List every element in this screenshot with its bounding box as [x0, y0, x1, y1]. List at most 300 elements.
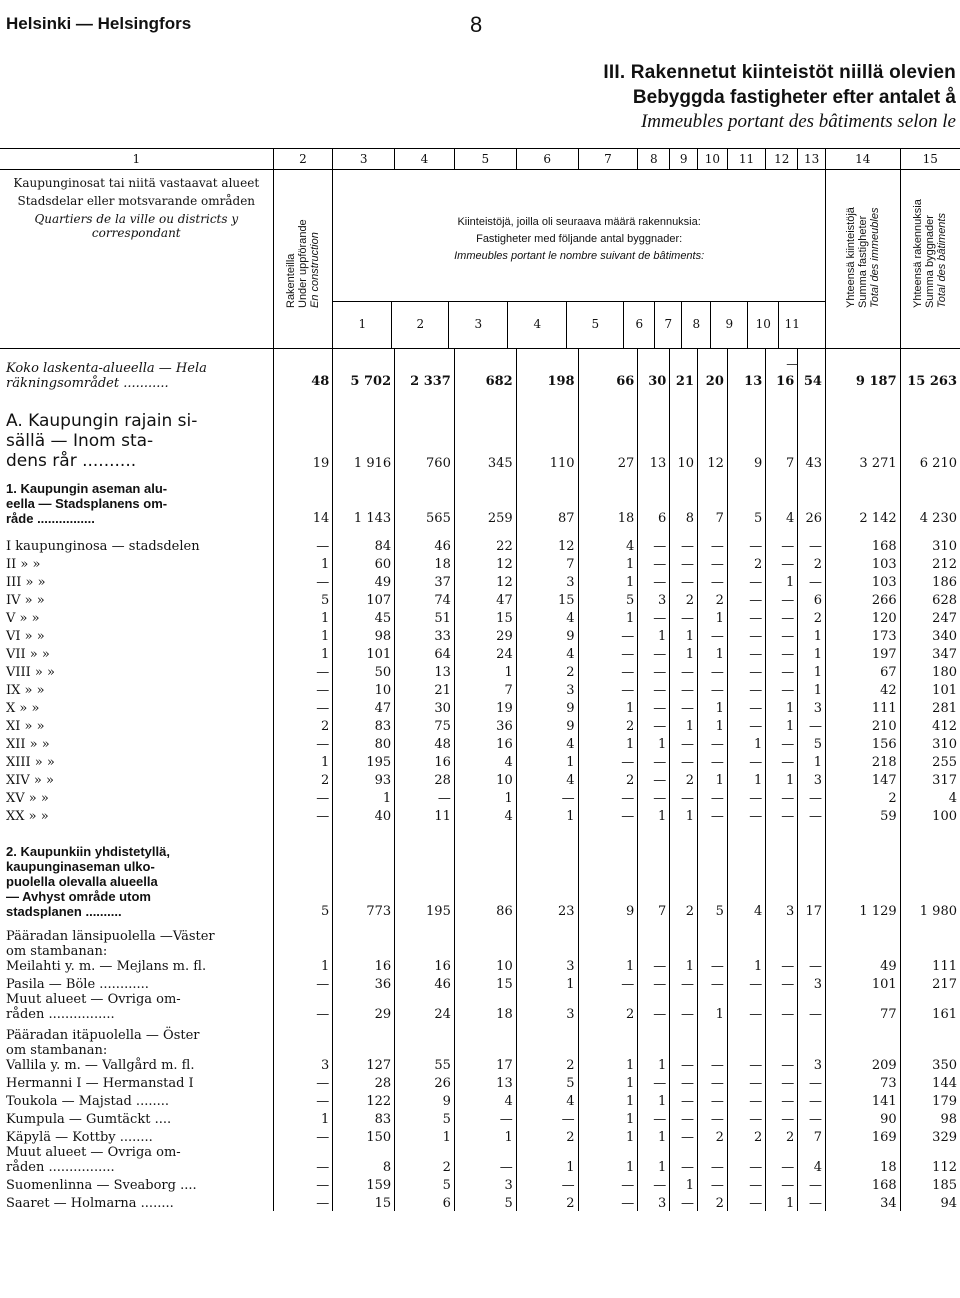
cell-value: 15	[454, 608, 516, 626]
row-label-line: kaupunginaseman ulko-	[6, 859, 155, 874]
cell-value: 4	[454, 806, 516, 824]
row-label-line: Toukola — Majstad ........	[6, 1094, 169, 1109]
row-label-line: räkningsområdet ...........	[6, 376, 169, 391]
column-number: 4	[395, 149, 455, 170]
cell-value: —	[273, 1145, 333, 1175]
row-label-line: Koko laskenta-alueella — Hela	[6, 361, 207, 376]
cell-value: —	[766, 919, 798, 974]
row-label	[0, 1145, 273, 1175]
cell-value: 5	[273, 590, 333, 608]
cell-value: 30	[638, 349, 670, 392]
cell-value: 101	[900, 680, 960, 698]
cell-value: —	[395, 788, 455, 806]
cell-value: —	[273, 1175, 333, 1193]
building-count-label: 4	[507, 302, 566, 348]
cell-value: —	[638, 572, 670, 590]
cell-value: 1	[578, 1091, 638, 1109]
row-label-line: Pääradan länsipuolella —Väster	[6, 929, 215, 944]
cell-value: 247	[900, 608, 960, 626]
cell-value: 12	[698, 391, 728, 471]
cell-value: —	[516, 788, 578, 806]
column-number: 11	[727, 149, 765, 170]
cell-value: 1	[766, 716, 798, 734]
table-row	[0, 572, 960, 590]
cell-value: 1	[638, 1022, 670, 1073]
cell-value: —	[698, 752, 728, 770]
cell-value: 1	[698, 992, 728, 1022]
cell-value: —	[766, 626, 798, 644]
total-bldg-fi: Yhteensä rakennuksia	[912, 199, 925, 308]
cell-value: —	[727, 644, 765, 662]
row-label-line: råden ................	[6, 1160, 115, 1175]
cell-value: 329	[900, 1127, 960, 1145]
cell-value: 5	[798, 734, 826, 752]
table-row	[0, 752, 960, 770]
cell-value: 3	[798, 974, 826, 992]
cell-value: 2	[516, 1022, 578, 1073]
cell-value: 218	[825, 752, 900, 770]
cell-value: 168	[825, 526, 900, 554]
cell-value: 111	[825, 698, 900, 716]
table-row	[0, 1073, 960, 1091]
cell-value: 4	[516, 1091, 578, 1109]
cell-value: —	[638, 526, 670, 554]
row-label	[0, 716, 273, 734]
cell-value: 1	[698, 770, 728, 788]
cell-value: 144	[900, 1073, 960, 1091]
cell-value: 6	[638, 471, 670, 526]
cell-value: —	[727, 608, 765, 626]
table-row	[0, 1109, 960, 1127]
row-label-line: X » »	[6, 701, 40, 716]
cell-value: 198	[516, 349, 578, 392]
cell-value: 112	[900, 1145, 960, 1175]
cell-value: —	[727, 1022, 765, 1073]
building-count-label: 11—	[778, 302, 805, 348]
cell-value: —	[698, 788, 728, 806]
cell-value: 45	[333, 608, 395, 626]
cell-value: —	[798, 1073, 826, 1091]
row-label-line: XI » »	[6, 719, 45, 734]
cell-value: 8	[670, 471, 698, 526]
cell-value: 127	[333, 1022, 395, 1073]
row-label-line: råde ................	[6, 511, 95, 526]
statistics-table	[0, 148, 960, 1211]
table-row	[0, 1175, 960, 1193]
cell-value: 9	[516, 626, 578, 644]
cell-value: 1	[727, 770, 765, 788]
cell-value: 4	[516, 770, 578, 788]
cell-value: —	[727, 1193, 765, 1211]
cell-value: 156	[825, 734, 900, 752]
row-label-line: Pasila — Böle ............	[6, 977, 149, 992]
cell-value: —	[727, 1109, 765, 1127]
cell-value: 1	[578, 1109, 638, 1127]
cell-value: 17	[798, 824, 826, 919]
row-label	[0, 788, 273, 806]
row-label	[0, 919, 273, 974]
cell-value: —	[273, 974, 333, 992]
cell-value: 1	[454, 788, 516, 806]
properties-header	[333, 170, 826, 371]
cell-value: —	[727, 680, 765, 698]
column-number: 1	[0, 149, 273, 170]
cell-value: 16	[395, 919, 455, 974]
cell-value: 340	[900, 626, 960, 644]
cell-value: 186	[900, 572, 960, 590]
row-label-line: IX » »	[6, 683, 45, 698]
cell-value: —	[766, 644, 798, 662]
cell-value: 1	[698, 698, 728, 716]
cell-value: 13	[638, 391, 670, 471]
cell-value: 259	[454, 471, 516, 526]
row-label	[0, 349, 273, 392]
table-row	[0, 1022, 960, 1073]
cell-value: —	[670, 1073, 698, 1091]
cell-value: 141	[825, 1091, 900, 1109]
row-label	[0, 734, 273, 752]
row-label	[0, 662, 273, 680]
cell-value: 1	[798, 626, 826, 644]
district-header	[0, 170, 273, 349]
row-label-line: råden ................	[6, 1007, 115, 1022]
cell-value: —	[698, 1109, 728, 1127]
properties-header-fr: Immeubles portant le nombre suivant de bâtiments:	[454, 250, 705, 262]
row-label	[0, 626, 273, 644]
cell-value: 4	[578, 526, 638, 554]
cell-value: —	[798, 1091, 826, 1109]
cell-value: 15 263	[900, 349, 960, 392]
cell-value: —	[638, 919, 670, 974]
building-count-label: 7	[654, 302, 681, 348]
cell-value: 5	[578, 590, 638, 608]
cell-value: —	[698, 974, 728, 992]
district-header-fi: Kaupunginosat tai niitä vastaavat alueet	[13, 176, 260, 190]
table-row	[0, 734, 960, 752]
cell-value: —	[727, 716, 765, 734]
cell-value: 565	[395, 471, 455, 526]
row-label-line: III » »	[6, 575, 46, 590]
cell-value: —	[670, 1091, 698, 1109]
cell-value: 1	[766, 1193, 798, 1211]
cell-value: 12	[454, 554, 516, 572]
column-number: 10	[698, 149, 728, 170]
cell-value: —	[766, 1109, 798, 1127]
cell-value: 29	[454, 626, 516, 644]
cell-value: —	[638, 974, 670, 992]
column-number: 9	[670, 149, 698, 170]
cell-value: 6 210	[900, 391, 960, 471]
cell-value: —	[698, 806, 728, 824]
cell-value: 3	[798, 1022, 826, 1073]
cell-value: —	[727, 626, 765, 644]
cell-value: 75	[395, 716, 455, 734]
cell-value: 209	[825, 1022, 900, 1073]
cell-value: 5	[727, 471, 765, 526]
cell-value: —	[698, 1022, 728, 1073]
row-label-line: Saaret — Holmarna ........	[6, 1196, 174, 1211]
row-label	[0, 526, 273, 554]
cell-value: 19	[273, 391, 333, 471]
cell-value: —	[670, 974, 698, 992]
cell-value: 2	[395, 1145, 455, 1175]
cell-value: 2	[798, 608, 826, 626]
cell-value: 47	[333, 698, 395, 716]
cell-value: 1 980	[900, 824, 960, 919]
row-label	[0, 471, 273, 526]
row-label-line: stadsplanen ..........	[6, 904, 122, 919]
cell-value: —	[273, 734, 333, 752]
cell-value: 54	[798, 349, 826, 392]
cell-value: 7	[454, 680, 516, 698]
cell-value: 1	[670, 806, 698, 824]
cell-value: 1	[454, 1127, 516, 1145]
page-number: 8	[470, 12, 483, 37]
cell-value: 16	[333, 919, 395, 974]
row-label-line: XII » »	[6, 737, 50, 752]
cell-value: 1	[798, 752, 826, 770]
cell-value: 1	[578, 1145, 638, 1175]
cell-value: 2	[698, 590, 728, 608]
cell-value: 3	[638, 1193, 670, 1211]
cell-value: 110	[516, 391, 578, 471]
row-label	[0, 1193, 273, 1211]
cell-value: 10	[454, 770, 516, 788]
column-number: 14	[825, 149, 900, 170]
row-label	[0, 770, 273, 788]
cell-value: —	[670, 752, 698, 770]
cell-value: —	[798, 1109, 826, 1127]
cell-value: —	[698, 626, 728, 644]
running-head: Helsinki — Helsingfors	[6, 14, 192, 33]
cell-value: 23	[516, 824, 578, 919]
cell-value: 1	[516, 1145, 578, 1175]
cell-value: 50	[333, 662, 395, 680]
cell-value: —	[698, 526, 728, 554]
cell-value: —	[273, 1193, 333, 1211]
cell-value: —	[273, 662, 333, 680]
cell-value: 1	[638, 1127, 670, 1145]
cell-value: 73	[825, 1073, 900, 1091]
row-label-line: XIV » »	[6, 773, 54, 788]
cell-value: —	[273, 1127, 333, 1145]
cell-value: 2	[670, 770, 698, 788]
cell-value: 317	[900, 770, 960, 788]
table-row	[0, 391, 960, 471]
cell-value: 197	[825, 644, 900, 662]
total-props-sv: Summa fastigheter	[856, 215, 869, 308]
construction-header	[273, 170, 333, 349]
cell-value: 37	[395, 572, 455, 590]
cell-value: 1	[273, 608, 333, 626]
cell-value: 21	[395, 680, 455, 698]
cell-value: 412	[900, 716, 960, 734]
cell-value: —	[766, 1091, 798, 1109]
cell-value: 26	[798, 471, 826, 526]
cell-value: 266	[825, 590, 900, 608]
row-label-line: XV » »	[6, 791, 49, 806]
cell-value: 1 916	[333, 391, 395, 471]
table-row	[0, 806, 960, 824]
cell-value: 3	[516, 680, 578, 698]
cell-value: 1	[578, 698, 638, 716]
cell-value: 4	[798, 1145, 826, 1175]
cell-value: —	[727, 1145, 765, 1175]
cell-value: —	[766, 752, 798, 770]
table-row	[0, 626, 960, 644]
cell-value: —	[670, 662, 698, 680]
row-label	[0, 698, 273, 716]
row-label	[0, 1175, 273, 1193]
cell-value: 1	[578, 1127, 638, 1145]
cell-value: 4	[516, 644, 578, 662]
cell-value: —	[273, 698, 333, 716]
cell-value: 22	[454, 526, 516, 554]
cell-value: 2	[578, 770, 638, 788]
cell-value: 2	[273, 770, 333, 788]
building-count-label: 8	[681, 302, 710, 348]
cell-value: 347	[900, 644, 960, 662]
cell-value: 15	[516, 590, 578, 608]
cell-value: 49	[825, 919, 900, 974]
row-label	[0, 572, 273, 590]
cell-value: 30	[395, 698, 455, 716]
table-row	[0, 788, 960, 806]
building-count-label: 10	[747, 302, 778, 348]
cell-value: —	[578, 644, 638, 662]
cell-value: 2 337	[395, 349, 455, 392]
cell-value: 255	[900, 752, 960, 770]
cell-value: 10	[333, 680, 395, 698]
cell-value: —	[670, 572, 698, 590]
cell-value: 5 702	[333, 349, 395, 392]
cell-value: 1	[766, 572, 798, 590]
cell-value: —	[727, 1091, 765, 1109]
row-label-line: Meilahti y. m. — Mejlans m. fl.	[6, 959, 207, 974]
cell-value: 83	[333, 716, 395, 734]
cell-value: 5	[395, 1109, 455, 1127]
cell-value: —	[727, 526, 765, 554]
cell-value: —	[578, 974, 638, 992]
cell-value: 24	[454, 644, 516, 662]
cell-value: 2	[727, 1127, 765, 1145]
cell-value: 173	[825, 626, 900, 644]
cell-value: 168	[825, 1175, 900, 1193]
cell-value: 86	[454, 824, 516, 919]
district-header-sv: Stadsdelar eller motsvarande områden	[17, 194, 256, 208]
cell-value: —	[638, 788, 670, 806]
table-row	[0, 974, 960, 992]
cell-value: —	[273, 806, 333, 824]
cell-value: 345	[454, 391, 516, 471]
row-label	[0, 680, 273, 698]
total-bldg-fr: Total des bâtiments	[936, 213, 949, 308]
cell-value: —	[578, 662, 638, 680]
cell-value: 1	[273, 752, 333, 770]
table-row	[0, 1145, 960, 1175]
construction-fr: En construction	[308, 232, 321, 308]
cell-value: 12	[516, 526, 578, 554]
cell-value: 1	[798, 662, 826, 680]
cell-value: 1	[670, 626, 698, 644]
cell-value: 11	[395, 806, 455, 824]
table-row	[0, 1091, 960, 1109]
district-header-fr: Quartiers de la ville ou districts y correspondant	[34, 212, 239, 240]
cell-value: —	[766, 992, 798, 1022]
cell-value: 42	[825, 680, 900, 698]
cell-value: 3 271	[825, 391, 900, 471]
cell-value: 64	[395, 644, 455, 662]
cell-value: 1	[638, 1091, 670, 1109]
cell-value: 5	[454, 1193, 516, 1211]
cell-value: —	[798, 1175, 826, 1193]
building-count-label: 9	[710, 302, 747, 348]
cell-value: 20	[698, 349, 728, 392]
cell-value: —	[578, 626, 638, 644]
cell-value: 18	[395, 554, 455, 572]
cell-value: 1	[638, 626, 670, 644]
cell-value: 101	[825, 974, 900, 992]
cell-value: —	[638, 554, 670, 572]
cell-value: 2	[727, 554, 765, 572]
total-props-fi: Yhteensä kiinteistöjä	[844, 207, 857, 308]
cell-value: 1	[670, 919, 698, 974]
cell-value: 18	[454, 992, 516, 1022]
row-label-line: puolella olevalla alueella	[6, 874, 158, 889]
cell-value: —	[670, 526, 698, 554]
column-number: 5	[454, 149, 516, 170]
row-label-line: II » »	[6, 557, 41, 572]
cell-value: 5	[395, 1175, 455, 1193]
cell-value: 26	[395, 1073, 455, 1091]
cell-value: 8	[333, 1145, 395, 1175]
row-label	[0, 1109, 273, 1127]
building-count-label: 3	[448, 302, 507, 348]
row-label	[0, 752, 273, 770]
cell-value: —	[638, 770, 670, 788]
cell-value: 4	[727, 824, 765, 919]
cell-value: —	[454, 1145, 516, 1175]
cell-value: 2	[698, 1193, 728, 1211]
table-row	[0, 644, 960, 662]
cell-value: —	[727, 1175, 765, 1193]
cell-value: 217	[900, 974, 960, 992]
table-row	[0, 526, 960, 554]
cell-value: 55	[395, 1022, 455, 1073]
column-number-row	[0, 149, 960, 170]
cell-value: —	[727, 662, 765, 680]
cell-value: 1	[698, 716, 728, 734]
table-title	[603, 62, 956, 133]
cell-value: —	[578, 1175, 638, 1193]
cell-value: 760	[395, 391, 455, 471]
cell-value: 29	[333, 992, 395, 1022]
cell-value: —	[638, 680, 670, 698]
cell-value: 212	[900, 554, 960, 572]
row-label-line: Kumpula — Gumtäckt ....	[6, 1112, 172, 1127]
page-header	[0, 14, 960, 40]
cell-value: 48	[395, 734, 455, 752]
cell-value: 7	[698, 471, 728, 526]
row-label-line: dens rår ..........	[6, 451, 137, 471]
row-label	[0, 391, 273, 471]
cell-value: 9	[516, 716, 578, 734]
cell-value: 7	[516, 554, 578, 572]
cell-value: 1	[727, 734, 765, 752]
cell-value: 2 142	[825, 471, 900, 526]
cell-value: 2	[698, 1127, 728, 1145]
cell-value: —	[638, 1073, 670, 1091]
